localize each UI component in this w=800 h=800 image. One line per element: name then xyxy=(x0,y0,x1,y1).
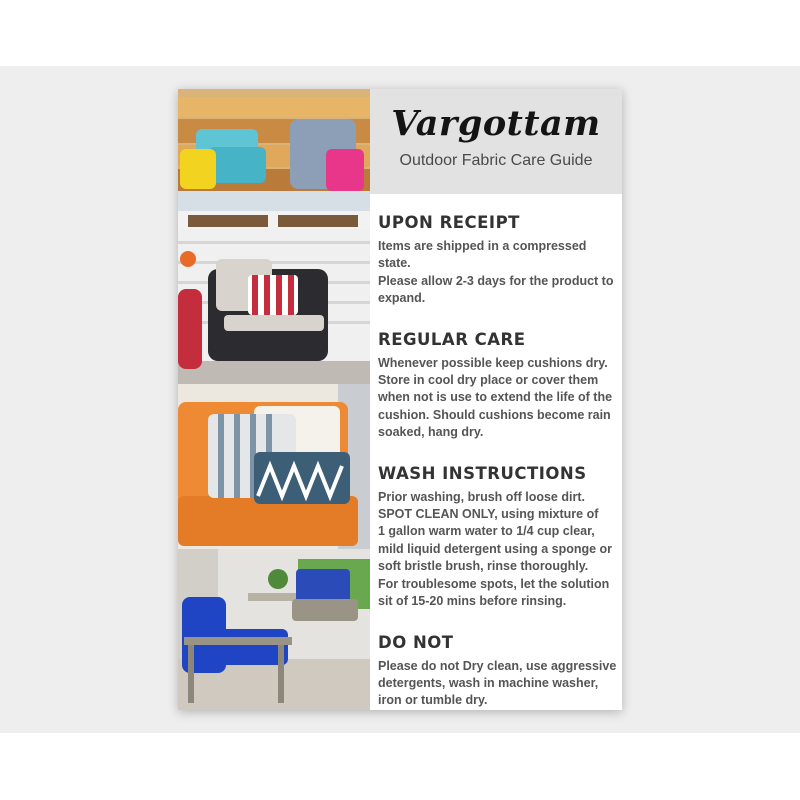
photo-pallet-bench xyxy=(178,89,370,229)
photo-column xyxy=(178,89,370,710)
section-regular-care xyxy=(378,330,622,442)
care-guide-card xyxy=(178,89,622,710)
guide-subtitle: Outdoor Fabric Care Guide xyxy=(399,152,593,169)
care-instructions xyxy=(378,213,622,710)
section-body: Whenever possible keep cushions dry. Store in cool dry place or cover them when not is use to extend the life of the cushion. Should cushions become rain soaked, hang dry. xyxy=(378,355,613,440)
section-do-not xyxy=(378,633,622,710)
section-body: Prior washing, brush off loose dirt. SPOT CLEAN ONLY, using mixture of 1 gallon warm water to 1/4 cup clear, mild liquid detergent using a sponge or soft bristle brush, rinse thoroughly. For troublesome spots, let the solution sit of 15-20 mins before rinsing. xyxy=(378,489,613,609)
section-heading: UPON RECEIPT xyxy=(378,213,520,232)
photo-orange-sofa xyxy=(178,384,370,549)
section-heading: DO NOT xyxy=(378,632,454,652)
section-heading: REGULAR CARE xyxy=(378,329,526,349)
section-body: Items are shipped in a compressed state. Please allow 2-3 days for the product to expand. xyxy=(378,239,614,306)
section-body: Please do not Dry clean, use aggressive detergents, wash in machine washer, iron or tumble dry. xyxy=(378,658,617,708)
photo-blue-patio-chairs xyxy=(178,549,370,710)
photo-wicker-chair xyxy=(178,229,370,384)
section-heading: WASH INSTRUCTIONS xyxy=(378,463,587,483)
section-wash-instructions xyxy=(378,464,622,611)
brand-logo: Vargottam xyxy=(391,103,601,144)
guide-header xyxy=(370,89,622,194)
section-upon-receipt xyxy=(378,213,622,308)
